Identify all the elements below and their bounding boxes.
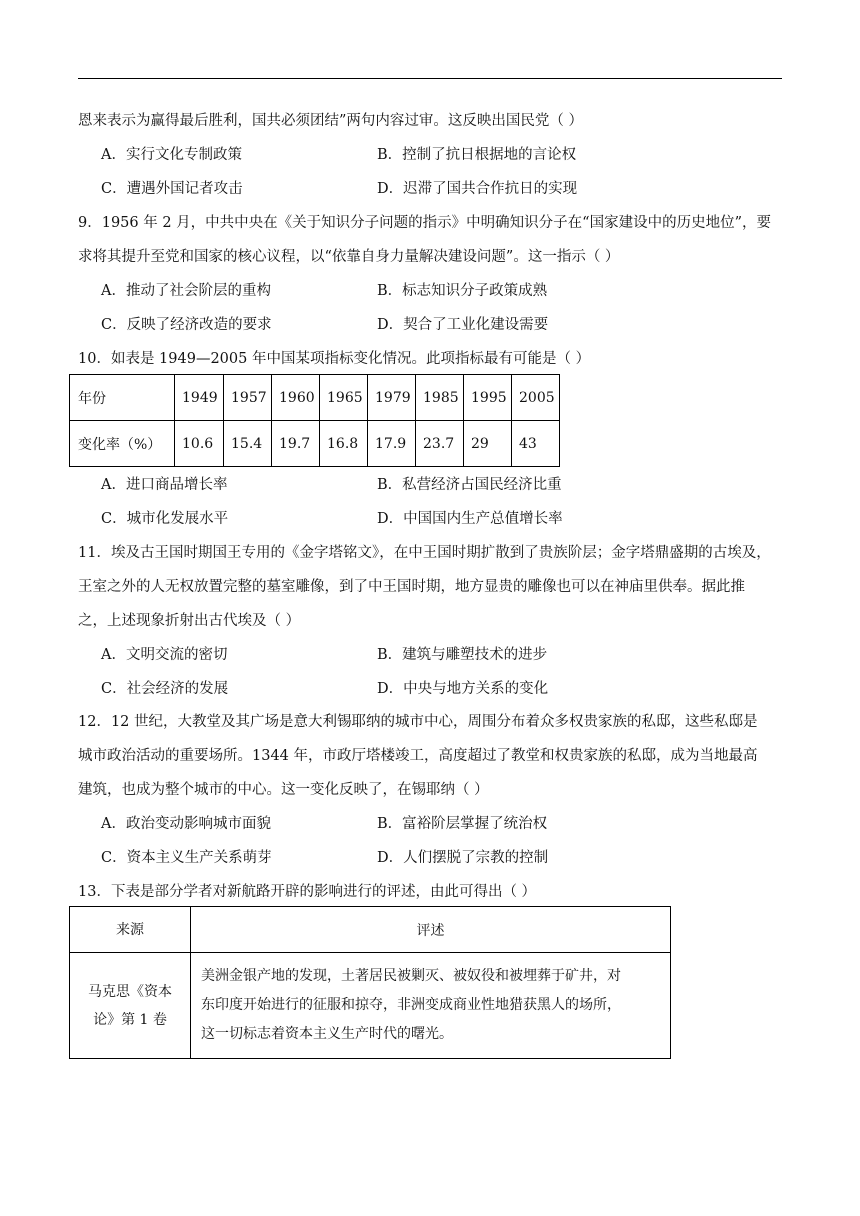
q13-commentary-table <box>69 906 671 1059</box>
table-cell: 1949 <box>175 375 224 421</box>
q10-stem: 10．如表是 1949—2005 年中国某项指标变化情况。此项指标最有可能是（ ） <box>78 351 591 367</box>
q11-stem-line2: 王室之外的人无权放置完整的墓室雕像，到了中王国时期，地方显贵的雕像也可以在神庙里供奉。据此推 <box>78 579 745 595</box>
q11-option-b[interactable]: B．建筑与雕塑技术的进步 <box>377 647 548 663</box>
q10-option-b[interactable]: B．私营经济占国民经济比重 <box>377 477 562 493</box>
table-cell: 10.6 <box>175 421 224 467</box>
q8-option-a[interactable]: A．实行文化专制政策 <box>101 147 242 163</box>
q11-stem-line3: 之，上述现象折射出古代埃及（ ） <box>78 613 301 629</box>
q9-option-d[interactable]: D．契合了工业化建设需要 <box>377 317 549 333</box>
q10-option-a[interactable]: A．进口商品增长率 <box>101 477 228 493</box>
comment-line: 美洲金银产地的发现，土著居民被剿灭、被奴役和被埋葬于矿井，对 <box>201 968 621 984</box>
table-cell: 1985 <box>416 375 464 421</box>
table-row <box>70 375 560 421</box>
q8-option-c[interactable]: C．遭遇外国记者攻击 <box>101 181 243 197</box>
table-row <box>70 907 671 953</box>
q10-option-d[interactable]: D．中国国内生产总值增长率 <box>377 511 563 527</box>
table-header-year: 年份 <box>70 375 175 421</box>
table-cell: 43 <box>512 421 560 467</box>
q11-option-c[interactable]: C．社会经济的发展 <box>101 681 229 697</box>
q12-option-b[interactable]: B．富裕阶层掌握了统治权 <box>377 816 548 832</box>
q8-stem: 恩来表示为赢得最后胜利，国共必须团结”两句内容过审。这反映出国民党（ ） <box>78 113 584 129</box>
table-cell: 1979 <box>368 375 416 421</box>
table-row <box>70 953 671 1059</box>
q12-stem-line2: 城市政治活动的重要场所。1344 年，市政厅塔楼竣工，高度超过了教堂和权贵家族的私邸，成为当地最高 <box>78 748 758 764</box>
q11-option-a[interactable]: A．文明交流的密切 <box>101 647 228 663</box>
q11-stem-line1: 11．埃及古王国时期国王专用的《金字塔铭文》，在中王国时期扩散到了贵族阶层；金字塔鼎盛期的古埃及， <box>78 545 771 561</box>
table-cell: 16.8 <box>320 421 368 467</box>
q9-stem-line1: 9．1956 年 2 月，中共中央在《关于知识分子问题的指示》中明确知识分子在“国家建设中的历史地位”，要 <box>78 215 772 231</box>
table-cell: 29 <box>464 421 512 467</box>
q9-stem-line2: 求将其提升至党和国家的核心议程，以“依靠自身力量解决建设问题”。这一指示（ ） <box>78 249 620 265</box>
header-rule <box>78 78 782 79</box>
q12-stem-line3: 建筑，也成为整个城市的中心。这一变化反映了，在锡耶纳（ ） <box>78 782 489 798</box>
source-line: 论》第 1 卷 <box>93 1011 167 1028</box>
table-cell: 1995 <box>464 375 512 421</box>
table-header-comment: 评述 <box>191 907 671 953</box>
table-cell: 1960 <box>272 375 320 421</box>
q9-option-b[interactable]: B．标志知识分子政策成熟 <box>377 283 548 299</box>
source-line: 马克思《资本 <box>88 983 172 1000</box>
table-cell: 2005 <box>512 375 560 421</box>
q10-option-c[interactable]: C．城市化发展水平 <box>101 511 229 527</box>
q9-option-a[interactable]: A．推动了社会阶层的重构 <box>101 283 271 299</box>
table-header-source: 来源 <box>70 907 191 953</box>
table-cell: 15.4 <box>224 421 272 467</box>
q12-option-c[interactable]: C．资本主义生产关系萌芽 <box>101 850 272 866</box>
q13-stem: 13．下表是部分学者对新航路开辟的影响进行的评述，由此可得出（ ） <box>78 884 537 900</box>
q8-option-d[interactable]: D．迟滞了国共合作抗日的实现 <box>377 181 578 197</box>
q12-option-a[interactable]: A．政治变动影响城市面貌 <box>101 816 271 832</box>
table-cell: 1957 <box>224 375 272 421</box>
comment-line: 这一切标志着资本主义生产时代的曙光。 <box>201 1026 453 1042</box>
table-cell: 1965 <box>320 375 368 421</box>
comment-line: 东印度开始进行的征服和掠夺，非洲变成商业性地猎获黑人的场所， <box>201 997 621 1013</box>
q8-option-b[interactable]: B．控制了抗日根据地的言论权 <box>377 147 577 163</box>
q12-option-d[interactable]: D．人们摆脱了宗教的控制 <box>377 850 549 866</box>
q9-option-c[interactable]: C．反映了经济改造的要求 <box>101 317 272 333</box>
table-cell: 23.7 <box>416 421 464 467</box>
table-cell-source <box>70 953 191 1059</box>
table-cell: 17.9 <box>368 421 416 467</box>
table-cell-comment <box>191 953 671 1059</box>
table-header-rate: 变化率（%） <box>70 421 175 467</box>
q11-option-d[interactable]: D．中央与地方关系的变化 <box>377 681 549 697</box>
q12-stem-line1: 12．12 世纪，大教堂及其广场是意大利锡耶纳的城市中心，周围分布着众多权贵家族的私邸，这些私邸是 <box>78 714 758 730</box>
table-row <box>70 421 560 467</box>
q10-data-table <box>69 374 560 467</box>
table-cell: 19.7 <box>272 421 320 467</box>
